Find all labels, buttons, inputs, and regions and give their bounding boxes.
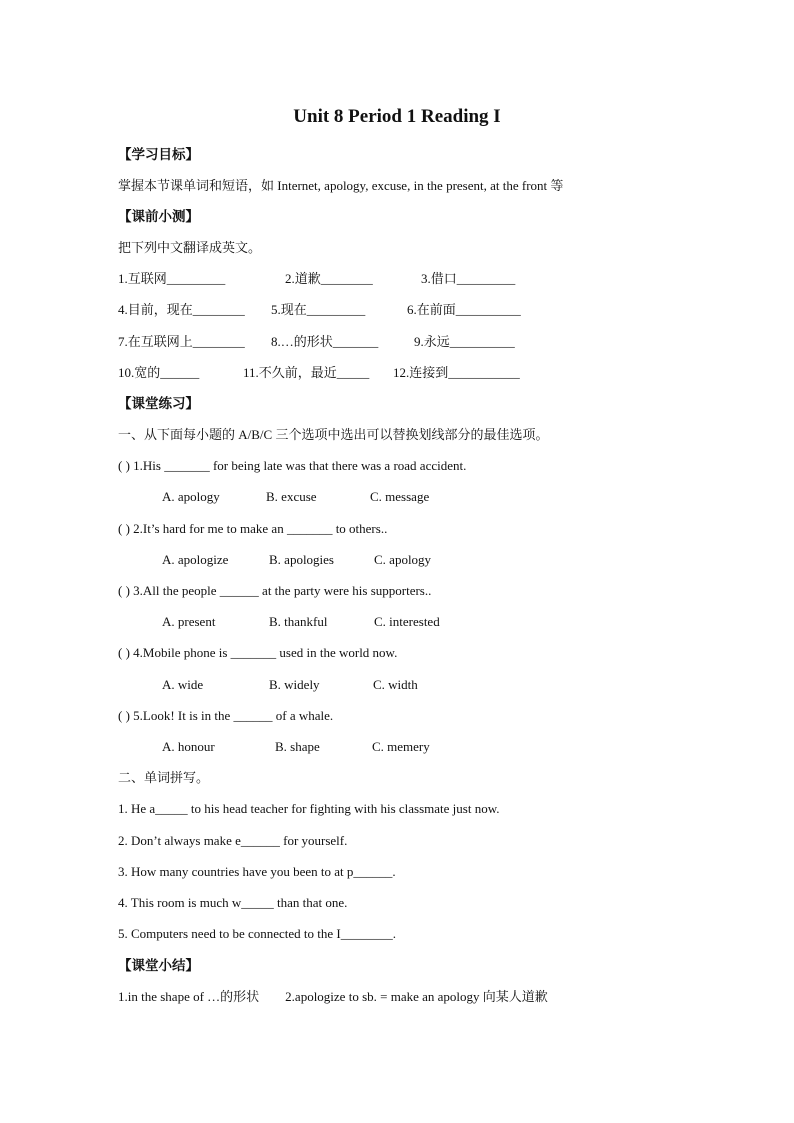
option-b: B. excuse	[266, 489, 317, 504]
option-c: C. memery	[372, 739, 430, 754]
pretest-heading: 【课前小测】	[118, 209, 199, 224]
question-stem: ( ) 5.Look! It is in the ______ of a whale.	[118, 708, 334, 723]
question-stem: ( ) 1.His _______ for being late was that there was a road accident.	[118, 458, 467, 473]
pretest-row	[118, 333, 718, 351]
pretest-item: 9.永远__________	[414, 334, 515, 349]
goals-text: 掌握本节课单词和短语，如 Internet, apology, excuse, in the present, at the front 等	[118, 178, 564, 193]
option-b: B. widely	[269, 677, 320, 692]
pretest-row	[118, 364, 718, 382]
pretest-item: 5.现在_________	[271, 302, 366, 317]
option-a: A. wide	[162, 677, 204, 692]
summary-text: 1.in the shape of …的形状 2.apologize to sb. = make an apology 向某人道歉	[118, 989, 548, 1004]
page-title: Unit 8 Period 1 Reading I	[293, 106, 501, 127]
option-a: A. present	[162, 614, 216, 629]
pretest-item: 12.连接到___________	[393, 365, 520, 380]
spelling-item: 1. He a_____ to his head teacher for fighting with his classmate just now.	[118, 801, 500, 816]
option-a: A. apologize	[162, 552, 229, 567]
pretest-row	[118, 301, 718, 319]
option-c: C. apology	[374, 552, 432, 567]
pretest-item: 4.目前，现在________	[118, 302, 245, 317]
goals-heading: 【学习目标】	[118, 147, 199, 162]
pretest-row	[118, 270, 718, 288]
spelling-item: 5. Computers need to be connected to the I________.	[118, 926, 396, 941]
pretest-item: 10.宽的______	[118, 365, 200, 380]
option-c: C. interested	[374, 614, 440, 629]
option-c: C. message	[370, 489, 430, 504]
pretest-item: 7.在互联网上________	[118, 334, 245, 349]
spelling-item: 2. Don’t always make e______ for yourself.	[118, 833, 348, 848]
option-a: A. apology	[162, 489, 220, 504]
pretest-item: 1.互联网_________	[118, 271, 226, 286]
part2-instruction: 二、单词拼写。	[118, 770, 210, 785]
spelling-item: 3. How many countries have you been to at p______.	[118, 864, 396, 879]
option-b: B. thankful	[269, 614, 328, 629]
question-stem: ( ) 4.Mobile phone is _______ used in the world now.	[118, 645, 398, 660]
pretest-item: 6.在前面__________	[407, 302, 521, 317]
option-b: B. shape	[275, 739, 320, 754]
option-b: B. apologies	[269, 552, 334, 567]
option-a: A. honour	[162, 739, 215, 754]
pretest-item: 11.不久前，最近_____	[243, 365, 370, 380]
pretest-item: 8.…的形状_______	[271, 334, 379, 349]
practice-heading: 【课堂练习】	[118, 396, 199, 411]
pretest-item: 3.借口_________	[421, 271, 516, 286]
part1-instruction: 一、从下面每小题的 A/B/C 三个选项中选出可以替换划线部分的最佳选项。	[118, 427, 549, 442]
summary-heading: 【课堂小结】	[118, 958, 199, 973]
spelling-item: 4. This room is much w_____ than that one.	[118, 895, 348, 910]
option-c: C. width	[373, 677, 418, 692]
pretest-item: 2.道歉________	[285, 271, 373, 286]
question-stem: ( ) 2.It’s hard for me to make an _______ to others..	[118, 521, 388, 536]
pretest-instruction: 把下列中文翻译成英文。	[118, 240, 262, 255]
question-stem: ( ) 3.All the people ______ at the party were his supporters..	[118, 583, 432, 598]
